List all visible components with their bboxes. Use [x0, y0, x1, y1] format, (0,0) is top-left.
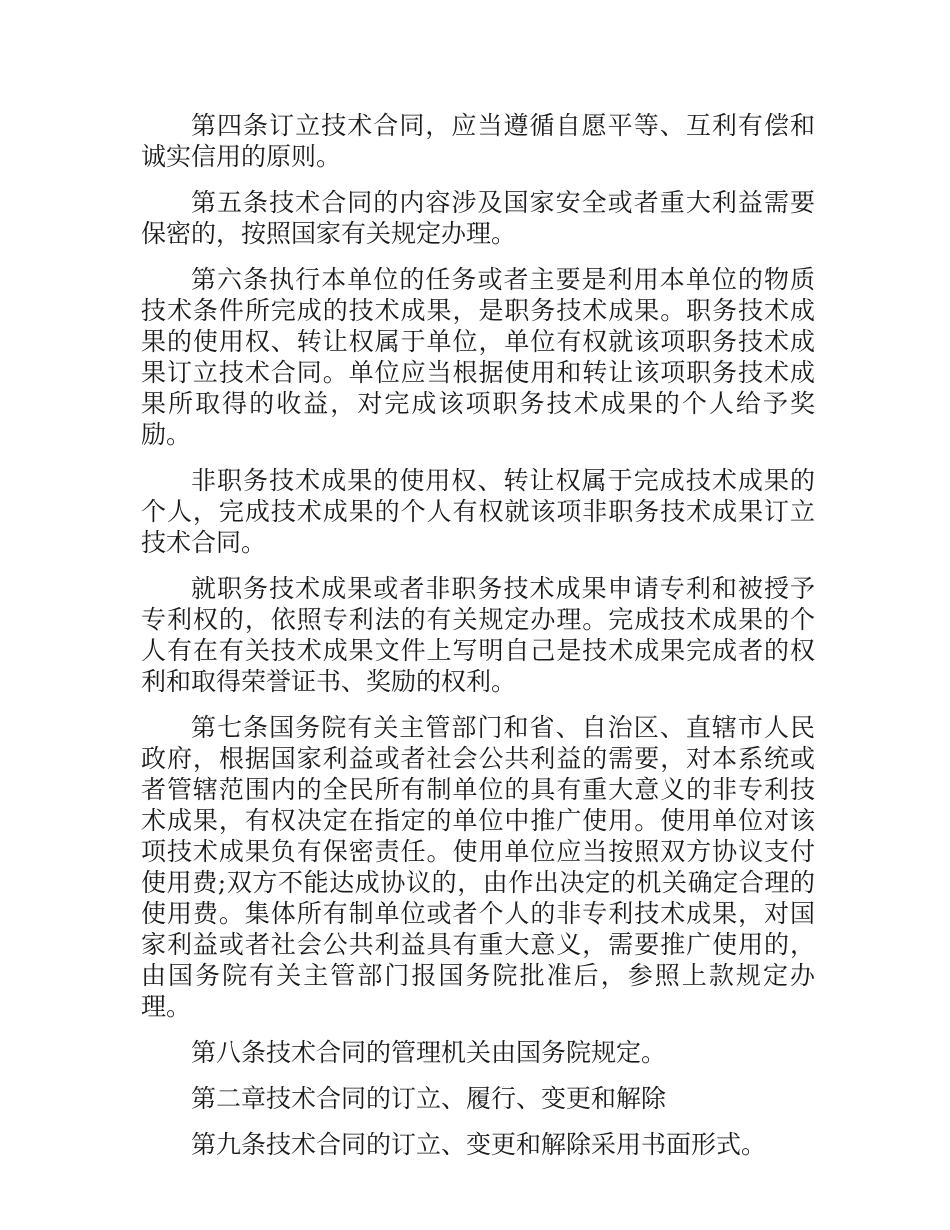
chapter-heading-2: 第二章技术合同的订立、履行、变更和解除	[191, 1084, 667, 1113]
paragraph-article-5: 第五条技术合同的内容涉及国家安全或者重大利益需要保密的，按照国家有关规定办理。	[141, 188, 815, 248]
paragraph-article-4: 第四条订立技术合同，应当遵循自愿平等、互利有偿和诚实信用的原则。	[141, 111, 815, 171]
paragraph-non-service-results: 非职务技术成果的使用权、转让权属于完成技术成果的个人，完成技术成果的个人有权就该项非职务技术成果订立技术合同。	[141, 466, 815, 557]
paragraph-article-6: 第六条执行本单位的任务或者主要是利用本单位的物质技术条件所完成的技术成果，是职务技术成果。职务技术成果的使用权、转让权属于单位，单位有权就该项职务技术成果订立技术合同。单位应当根据使用和转让该项职务技术成果所取得的收益，对完成该项职务技术成果的个人给予奖励。	[141, 265, 815, 449]
paragraph-article-7: 第七条国务院有关主管部门和省、自治区、直辖市人民政府，根据国家利益或者社会公共利益的需要，对本系统或者管辖范围内的全民所有制单位的具有重大意义的非专利技术成果，有权决定在指定的单位中推广使用。使用单位对该项技术成果负有保密责任。使用单位应当按照双方协议支付使用费;双方不能达成协议的，由作出决定的机关确定合理的使用费。集体所有制单位或者个人的非专利技术成果，对国家利益或者社会公共利益具有重大意义，需要推广使用的，由国务院有关主管部门报国务院批准后，参照上款规定办理。	[141, 713, 815, 1021]
document-body	[141, 110, 815, 1175]
paragraph-patent-application: 就职务技术成果或者非职务技术成果申请专利和被授予专利权的，依照专利法的有关规定办理。完成技术成果的个人有在有关技术成果文件上写明自己是技术成果完成者的权利和取得荣誉证书、奖励的权利。	[141, 574, 815, 696]
paragraph-article-8: 第八条技术合同的管理机关由国务院规定。	[191, 1038, 667, 1067]
paragraph-article-9: 第九条技术合同的订立、变更和解除采用书面形式。	[191, 1130, 767, 1159]
